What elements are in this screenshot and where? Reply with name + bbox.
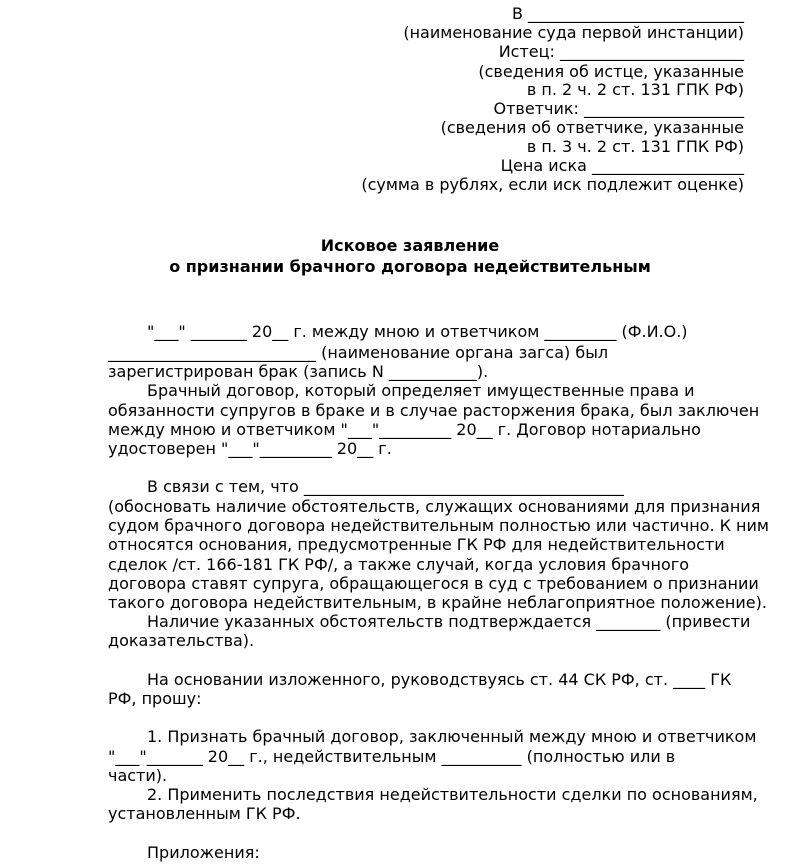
request-item-1-line-3: части). — [108, 766, 168, 785]
paragraph-2-line-3: между мною и ответчиком "___"_________ 20__ г. Договор нотариально — [108, 420, 701, 439]
paragraph-3-line-3: судом брачного договора недействительным полностью или частично. К ним — [108, 516, 769, 535]
paragraph-1-line-3: зарегистрирован брак (запись N ___________). — [108, 362, 489, 381]
claim-price-note: (сумма в рублях, если иск подлежит оценке) — [361, 175, 744, 194]
paragraph-3-line-4: относятся основания, предусмотренные ГК РФ для недействительности — [108, 535, 725, 554]
paragraph-5-line-1: На основании изложенного, руководствуясь ст. 44 СК РФ, ст. ____ ГК — [147, 670, 732, 689]
paragraph-3-line-5: сделок /ст. 166-181 ГК РФ/, а также случай, когда условия брачного — [108, 555, 689, 574]
plaintiff-note-2: в п. 2 ч. 2 ст. 131 ГПК РФ) — [526, 80, 744, 99]
court-note: (наименование суда первой инстанции) — [403, 23, 744, 42]
paragraph-3-line-1: В связи с тем, что ________________________________________ — [147, 477, 624, 496]
document-subtitle: о признании брачного договора недействительным — [169, 257, 651, 276]
plaintiff-line: Истец: _______________________ — [498, 42, 744, 61]
paragraph-5-line-2: РФ, прошу: — [108, 689, 202, 708]
document-title: Исковое заявление — [320, 236, 500, 255]
paragraph-4-line-1: Наличие указанных обстоятельств подтверждается ________ (привести — [147, 612, 751, 631]
request-item-2-line-2: установленным ГК РФ. — [108, 804, 301, 823]
paragraph-4-line-2: доказательства). — [108, 631, 255, 650]
request-item-2-line-1: 2. Применить последствия недействительности сделки по основаниям, — [147, 785, 758, 804]
paragraph-2-line-4: удостоверен "___"_________ 20__ г. — [108, 439, 392, 458]
paragraph-2-line-1: Брачный договор, который определяет имущественные права и — [147, 381, 695, 400]
court-line: В ___________________________ — [511, 4, 744, 23]
paragraph-3-line-7: такого договора недействительным, в крайне неблагоприятное положение). — [108, 593, 767, 612]
defendant-line: Ответчик: ____________________ — [493, 99, 744, 118]
plaintiff-note-1: (сведения об истце, указанные — [478, 62, 744, 81]
defendant-note-1: (сведения об ответчике, указанные — [440, 118, 744, 137]
paragraph-1-line-2: __________________________ (наименование органа загса) был — [108, 343, 609, 362]
request-item-1-line-1: 1. Признать брачный договор, заключенный между мною и ответчиком — [147, 727, 757, 746]
paragraph-3-line-6: договора ставят супруга, обращающегося в суд с требованием о признании — [108, 574, 759, 593]
paragraph-2-line-2: обязанности супругов в браке и в случае расторжения брака, был заключен — [108, 401, 760, 420]
request-item-1-line-2: "___"_______ 20__ г., недействительным __________ (полностью или в — [108, 747, 676, 766]
defendant-note-2: в п. 3 ч. 2 ст. 131 ГПК РФ) — [526, 137, 744, 156]
attachments-heading: Приложения: — [147, 843, 260, 862]
paragraph-1-line-1: "___" _______ 20__ г. между мною и ответчиком _________ (Ф.И.О.) — [147, 322, 688, 341]
paragraph-3-line-2: (обосновать наличие обстоятельств, служащих основаниями для признания — [108, 497, 761, 516]
claim-price-line: Цена иска ___________________ — [500, 156, 744, 175]
